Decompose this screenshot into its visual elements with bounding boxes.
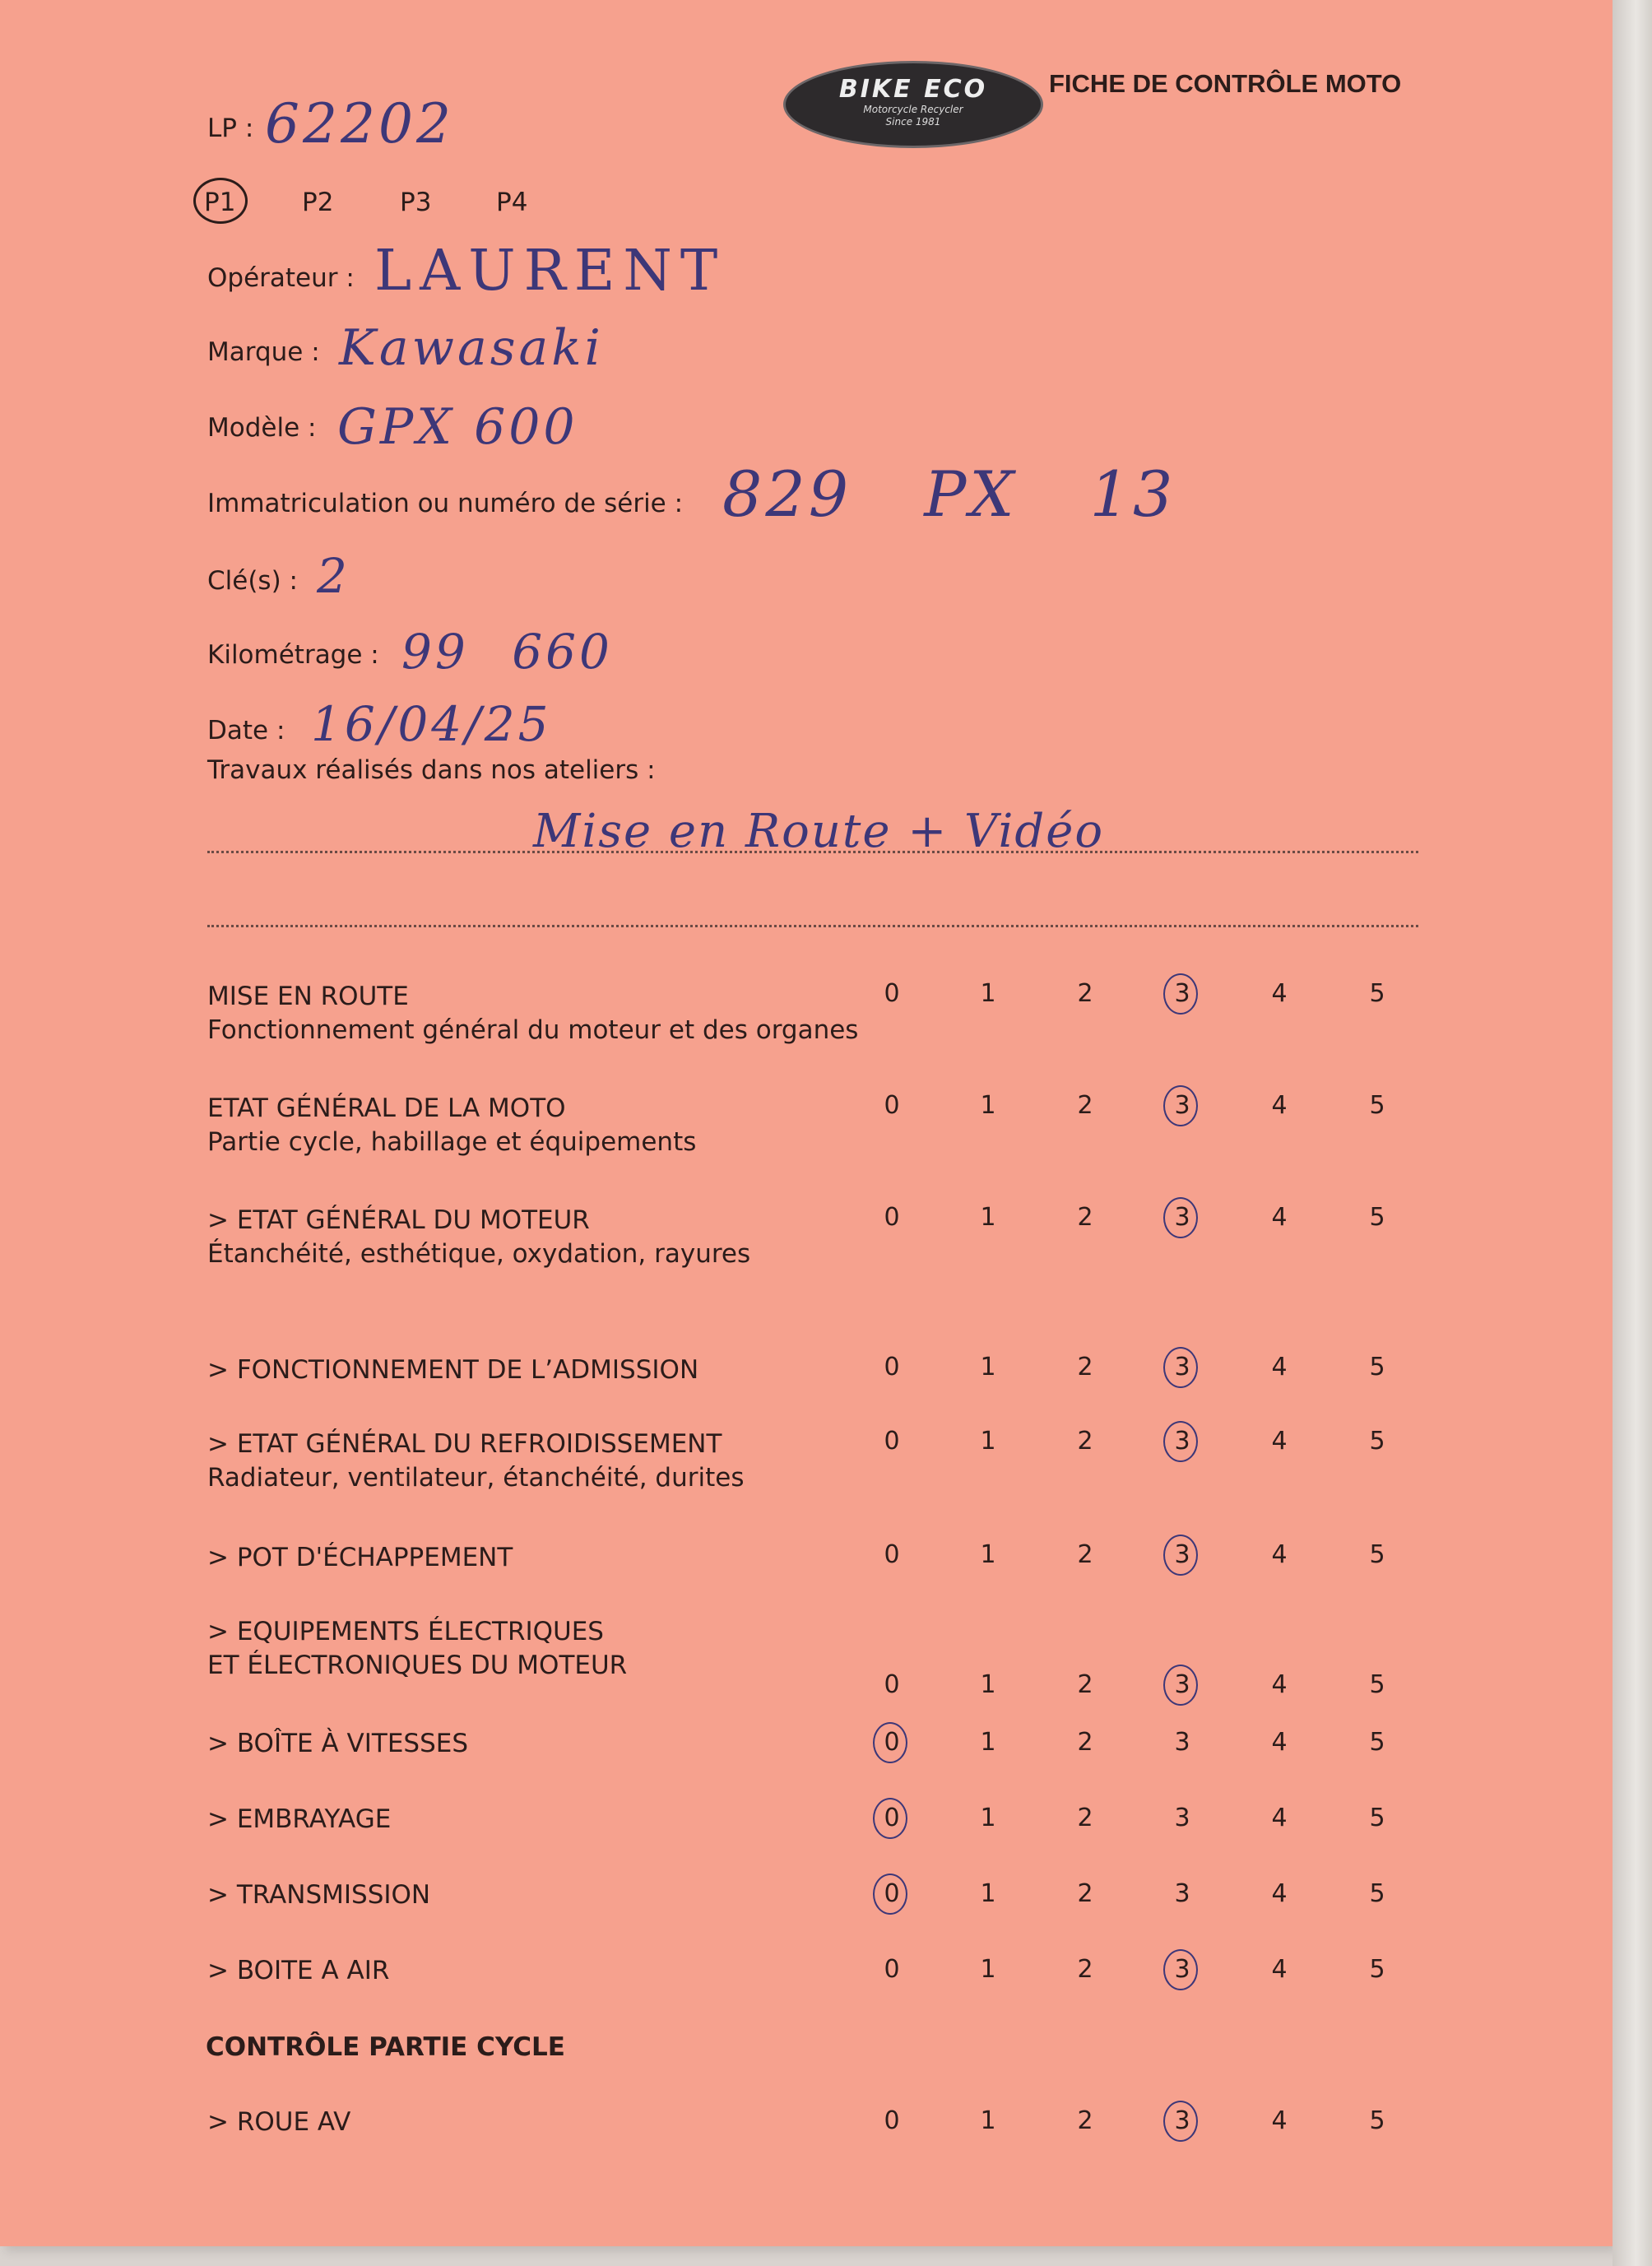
score-option-2: 2 xyxy=(1077,2106,1093,2135)
logo-brand: BIKE ECO xyxy=(838,75,988,104)
score-option-2: 2 xyxy=(1077,1670,1093,1699)
score-circle-mark xyxy=(1163,1085,1198,1126)
works-label: Travaux réalisés dans nos ateliers : xyxy=(207,755,656,785)
checklist-row-sub: Radiateur, ventilateur, étanchéité, durites xyxy=(207,1463,745,1493)
score-circle-mark xyxy=(1163,1197,1198,1238)
score-option-0: 0 xyxy=(884,1540,900,1569)
score-circle-mark xyxy=(1163,1949,1198,1990)
score-circle-mark xyxy=(873,1798,907,1839)
score-option-5: 5 xyxy=(1369,1203,1385,1232)
checklist-row-sub: Partie cycle, habillage et équipements xyxy=(207,1127,697,1157)
score-option-0: 0 xyxy=(884,1955,900,1984)
checklist-row-label: > POT D'ÉCHAPPEMENT xyxy=(207,1543,513,1572)
score-option-1: 1 xyxy=(980,979,996,1008)
keys-label: Clé(s) : xyxy=(207,566,298,596)
priority-p4: P4 xyxy=(496,188,528,217)
priority-p2: P2 xyxy=(302,188,334,217)
score-option-5: 5 xyxy=(1369,1540,1385,1569)
checklist-row xyxy=(207,1725,468,1762)
score-option-0: 0 xyxy=(884,979,900,1008)
checklist-row xyxy=(207,2103,350,2141)
logo-tagline: Motorcycle Recycler xyxy=(863,104,963,115)
score-option-3: 3 xyxy=(1166,979,1199,1008)
score-option-2: 2 xyxy=(1077,1728,1093,1757)
score-option-4: 4 xyxy=(1271,1427,1288,1456)
works-dotted-line-2 xyxy=(207,925,1418,927)
score-option-3: 3 xyxy=(1174,1728,1190,1757)
score-option-4: 4 xyxy=(1271,2106,1288,2135)
checklist-row-label: > EMBRAYAGE xyxy=(207,1804,392,1834)
score-option-0: 0 xyxy=(875,1728,908,1757)
score-option-2: 2 xyxy=(1077,979,1093,1008)
checklist-row-label: > BOÎTE À VITESSES xyxy=(207,1729,469,1758)
score-option-1: 1 xyxy=(980,1728,996,1757)
score-option-1: 1 xyxy=(980,1091,996,1120)
mileage-label: Kilométrage : xyxy=(207,640,379,670)
score-option-3: 3 xyxy=(1166,1955,1199,1984)
score-option-4: 4 xyxy=(1271,1353,1288,1381)
score-option-4: 4 xyxy=(1271,1804,1288,1832)
date-label: Date : xyxy=(207,716,285,745)
operator-value: LAURENT xyxy=(374,239,726,304)
checklist-row xyxy=(207,1425,744,1493)
score-option-3: 3 xyxy=(1166,1427,1199,1456)
score-circle-mark xyxy=(873,1874,907,1915)
registration-label: Immatriculation ou numéro de série : xyxy=(207,489,684,518)
lp-value: 62202 xyxy=(265,92,454,156)
operator-label: Opérateur : xyxy=(207,263,355,293)
checklist-row xyxy=(207,1351,698,1389)
works-value: Mise en Route + Vidéo xyxy=(533,805,1105,858)
score-option-3: 3 xyxy=(1174,1804,1190,1832)
score-circle-mark xyxy=(1163,1421,1198,1462)
checklist-row-sub: Fonctionnement général du moteur et des organes xyxy=(207,1015,859,1045)
checklist-row-label: > EQUIPEMENTS ÉLECTRIQUES xyxy=(207,1617,604,1646)
checklist-row-label: > ROUE AV xyxy=(207,2107,351,2137)
checklist-row-label: > BOITE A AIR xyxy=(207,1956,390,1985)
logo-since: Since 1981 xyxy=(885,116,941,128)
score-option-3: 3 xyxy=(1166,1091,1199,1120)
section-title-cycle: CONTRÔLE PARTIE CYCLE xyxy=(206,2032,565,2062)
score-option-2: 2 xyxy=(1077,1353,1093,1381)
score-option-0: 0 xyxy=(884,1203,900,1232)
score-option-5: 5 xyxy=(1369,1091,1385,1120)
score-option-3: 3 xyxy=(1166,1203,1199,1232)
score-option-5: 5 xyxy=(1369,979,1385,1008)
score-option-5: 5 xyxy=(1369,1353,1385,1381)
score-option-5: 5 xyxy=(1369,1955,1385,1984)
score-circle-mark xyxy=(1163,1535,1198,1576)
score-option-1: 1 xyxy=(980,1203,996,1232)
checklist-row xyxy=(207,1952,389,1990)
score-option-3: 3 xyxy=(1166,2106,1199,2135)
bike-eco-logo xyxy=(783,61,1043,148)
score-option-1: 1 xyxy=(980,2106,996,2135)
model-label: Modèle : xyxy=(207,413,317,443)
score-option-4: 4 xyxy=(1271,1955,1288,1984)
score-option-1: 1 xyxy=(980,1804,996,1832)
score-option-1: 1 xyxy=(980,1540,996,1569)
score-option-0: 0 xyxy=(875,1804,908,1832)
keys-value: 2 xyxy=(317,548,350,604)
score-circle-mark xyxy=(1163,973,1198,1015)
score-option-5: 5 xyxy=(1369,1879,1385,1908)
checklist-row-sub: ET ÉLECTRONIQUES DU MOTEUR xyxy=(207,1651,628,1680)
date-value: 16/04/25 xyxy=(311,696,552,752)
model-value: GPX 600 xyxy=(337,398,578,456)
score-option-2: 2 xyxy=(1077,1427,1093,1456)
checklist-row xyxy=(207,1876,430,1914)
score-option-4: 4 xyxy=(1271,1091,1288,1120)
score-option-1: 1 xyxy=(980,1353,996,1381)
checklist-row xyxy=(207,1539,513,1576)
score-option-0: 0 xyxy=(884,1427,900,1456)
score-option-2: 2 xyxy=(1077,1540,1093,1569)
score-option-5: 5 xyxy=(1369,1728,1385,1757)
form-title: FICHE DE CONTRÔLE MOTO xyxy=(1049,69,1402,98)
score-option-4: 4 xyxy=(1271,1540,1288,1569)
score-option-5: 5 xyxy=(1369,1427,1385,1456)
checklist-row-label: ETAT GÉNÉRAL DE LA MOTO xyxy=(207,1094,566,1123)
score-option-2: 2 xyxy=(1077,1879,1093,1908)
works-dotted-line-1 xyxy=(207,851,1418,853)
brand-label: Marque : xyxy=(207,337,320,367)
score-option-3: 3 xyxy=(1166,1670,1199,1699)
checklist-row-label: > ETAT GÉNÉRAL DU MOTEUR xyxy=(207,1205,590,1235)
priority-p3: P3 xyxy=(400,188,432,217)
checklist-row xyxy=(207,1089,696,1157)
score-option-3: 3 xyxy=(1166,1540,1199,1569)
score-option-5: 5 xyxy=(1369,1670,1385,1699)
score-option-2: 2 xyxy=(1077,1091,1093,1120)
score-option-4: 4 xyxy=(1271,1879,1288,1908)
score-option-2: 2 xyxy=(1077,1804,1093,1832)
score-option-0: 0 xyxy=(884,2106,900,2135)
lp-label: LP : xyxy=(207,114,254,143)
checklist-row-sub: Étanchéité, esthétique, oxydation, rayures xyxy=(207,1239,751,1269)
mileage-value: 99 660 xyxy=(401,624,613,680)
priority-p1: P1 xyxy=(204,188,236,217)
registration-value: 829 PX 13 xyxy=(722,457,1176,531)
score-option-5: 5 xyxy=(1369,2106,1385,2135)
score-option-1: 1 xyxy=(980,1670,996,1699)
score-circle-mark xyxy=(1163,1665,1198,1706)
score-option-2: 2 xyxy=(1077,1203,1093,1232)
checklist-row xyxy=(207,1613,627,1680)
score-option-5: 5 xyxy=(1369,1804,1385,1832)
checklist-row xyxy=(207,1201,750,1269)
score-option-3: 3 xyxy=(1166,1353,1199,1381)
score-option-4: 4 xyxy=(1271,1670,1288,1699)
checklist-row-label: > ETAT GÉNÉRAL DU REFROIDISSEMENT xyxy=(207,1429,722,1459)
score-option-4: 4 xyxy=(1271,1728,1288,1757)
checklist-row-label: > FONCTIONNEMENT DE L’ADMISSION xyxy=(207,1355,699,1385)
plastic-sleeve xyxy=(1613,0,1652,2266)
checklist-row xyxy=(207,1800,391,1838)
score-option-2: 2 xyxy=(1077,1955,1093,1984)
score-circle-mark xyxy=(1163,2101,1198,2142)
score-option-1: 1 xyxy=(980,1879,996,1908)
score-circle-mark xyxy=(1163,1347,1198,1388)
score-option-1: 1 xyxy=(980,1427,996,1456)
checklist-row-label: MISE EN ROUTE xyxy=(207,982,409,1011)
checklist-row xyxy=(207,977,858,1045)
checklist-row-label: > TRANSMISSION xyxy=(207,1880,431,1910)
score-option-1: 1 xyxy=(980,1955,996,1984)
score-circle-mark xyxy=(873,1722,907,1763)
score-option-3: 3 xyxy=(1174,1879,1190,1908)
score-option-4: 4 xyxy=(1271,1203,1288,1232)
score-option-0: 0 xyxy=(884,1670,900,1699)
brand-value: Kawasaki xyxy=(339,319,604,377)
score-option-0: 0 xyxy=(875,1879,908,1908)
score-option-0: 0 xyxy=(884,1091,900,1120)
score-option-0: 0 xyxy=(884,1353,900,1381)
score-option-4: 4 xyxy=(1271,979,1288,1008)
